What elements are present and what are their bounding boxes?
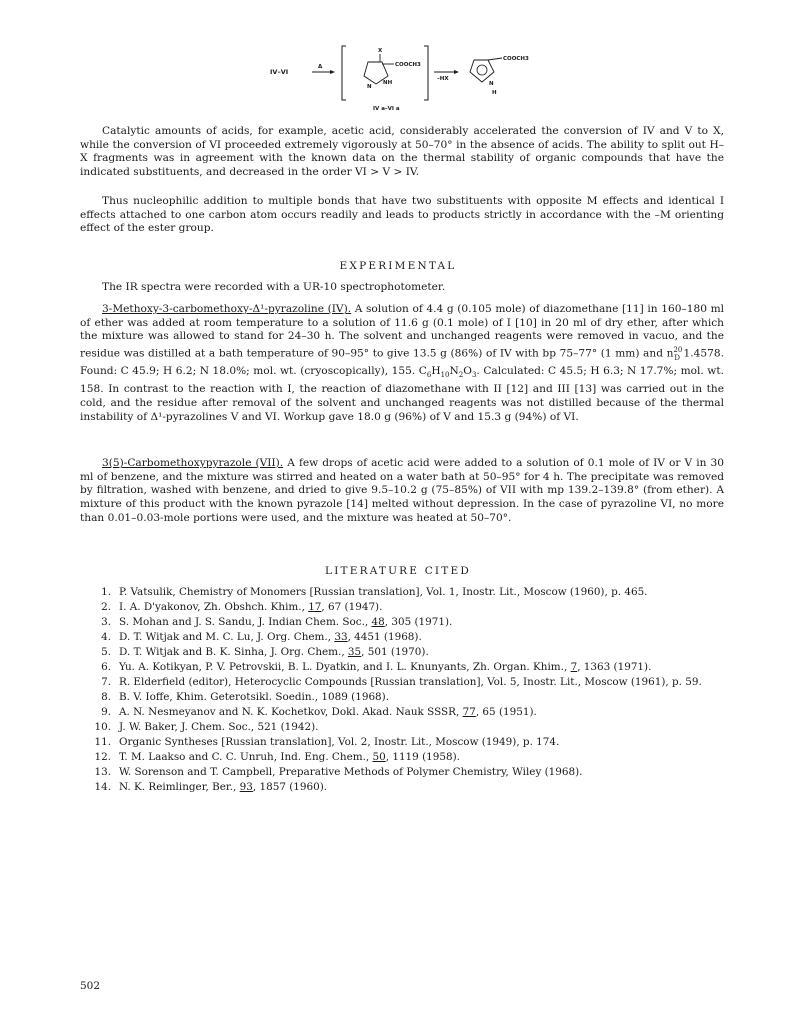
reference-pages: , 501 (1970). [361, 646, 429, 658]
reference-item [84, 781, 724, 795]
reference-number: 6. [101, 661, 111, 673]
scheme-intermediate-label: IV a–VI a [373, 106, 400, 112]
reference-text: W. Sorenson and T. Campbell, Preparative Methods of Polymer Chemistry, Wiley (1968). [119, 766, 583, 778]
reference-text: Organic Syntheses [Russian translation], Vol. 2, Inostr. Lit., Moscow (1949), p. 174. [119, 736, 560, 748]
discussion-paragraph-1 [80, 125, 724, 180]
reference-volume: 93 [239, 781, 253, 793]
reference-citation: D. T. Witjak and M. C. Lu, J. Org. Chem., [119, 631, 335, 643]
scheme-product-n: N [489, 81, 494, 87]
paragraph-text: The IR spectra were recorded with a UR-10 spectrophotometer. [102, 281, 446, 293]
reference-volume: 17 [308, 601, 322, 613]
scheme-bracket-right [424, 46, 428, 100]
reference-number: 4. [101, 631, 111, 643]
page-number: 502 [80, 980, 101, 992]
discussion-paragraph-2 [80, 195, 724, 236]
reference-number: 5. [101, 646, 111, 658]
reference-pages: , 1857 (1960). [252, 781, 328, 793]
literature-heading: LITERATURE CITED [325, 565, 471, 577]
paragraph-text: Thus nucleophilic addition to multiple bonds that have two substituents with opposite M effects and identical I effects attached to one carbon atom occurs readily and leads to products strictly in accordance with the –M orienting effect of the ester group. [80, 195, 724, 235]
reference-item [84, 616, 724, 630]
reference-citation: A. N. Nesmeyanov and N. K. Kochetkov, Dokl. Akad. Nauk SSSR, [119, 706, 463, 718]
compound-iv-text-2: 1.4578. Found: C 45.9; H 6.2; N 18.0%; mol. wt. (cryoscopically), 155. C [80, 347, 724, 378]
reference-item [84, 751, 724, 765]
paragraph-text [80, 457, 724, 526]
compound-vii-paragraph [80, 457, 724, 526]
reference-list [84, 586, 724, 796]
reference-citation: D. T. Witjak and B. K. Sinha, J. Org. Chem., [119, 646, 348, 658]
reference-number: 11. [94, 736, 111, 748]
reference-volume: 33 [334, 631, 348, 643]
scheme-nh-label: NH [383, 80, 393, 86]
reference-text [119, 616, 724, 630]
compound-iv-text-3: . Calculated: C 45.5; H 6.3; N 17.7%; mol. wt. 158. In contrast to the reaction with I, the reaction of diazomethane with II [12] and III [13] was carried out in the cold, and the residue after removal of the solvent and unchanged reagents was not distilled because of the thermal instability of Δ¹-pyrazolines V and VI. Workup gave 18.0 g (96%) of V and 15.3 g (94%) of VI. [80, 365, 724, 423]
formula-sub: 3 [471, 371, 477, 380]
reference-citation: I. A. D'yakonov, Zh. Obshch. Khim., [119, 601, 309, 613]
compound-vii-text: A few drops of acetic acid were added to a solution of 0.1 mole of IV or V in 30 ml of benzene, and the mixture was stirred and heated on a water bath at 50–95° for 4 h. The precipitate was removed by filtration, washed with benzene, and dried to give 9.5–10.2 g (75–85%) of VII with mp 139.2–139.8° (from ether). A mixture of this product with the known pyrazole [14] melted without depression. In the case of pyrazoline VI, no more than 0.01–0.03-mole portions were used, and the mixture was heated at 50–70°. [80, 457, 724, 524]
formula-element: N [449, 365, 459, 378]
reference-pages: , 1119 (1958). [385, 751, 460, 763]
reference-text: P. Vatsulik, Chemistry of Monomers [Russian translation], Vol. 1, Inostr. Lit., Moscow (1960), p. 465. [119, 586, 648, 598]
reference-item [84, 721, 724, 735]
reference-number: 8. [101, 691, 111, 703]
scheme-bracket-left [342, 46, 346, 100]
reference-citation: Yu. A. Kotikyan, P. V. Petrovskii, B. L. Dyatkin, and I. L. Knunyants, Zh. Organ. Khim., [119, 661, 571, 673]
scheme-start-label: IV–VI [270, 68, 289, 76]
reference-volume: 77 [462, 706, 476, 718]
reference-number: 13. [94, 766, 111, 778]
reference-item [84, 691, 724, 705]
scheme-bond-ester2 [488, 58, 502, 60]
reference-pages: , 1363 (1971). [577, 661, 652, 673]
reaction-scheme [270, 38, 570, 118]
reference-number: 10. [94, 721, 111, 733]
compound-iv-paragraph [80, 303, 724, 424]
scheme-product-h: H [492, 90, 497, 96]
reference-text [119, 706, 724, 720]
reference-item [84, 601, 724, 615]
reference-text [119, 751, 724, 765]
reference-number: 9. [101, 706, 111, 718]
scheme-cooch3-2: COOCH3 [503, 56, 529, 62]
compound-vii-title: 3(5)-Carbomethoxypyrazole (VII). [102, 457, 284, 469]
reference-number: 1. [101, 586, 111, 598]
reference-volume: 35 [347, 646, 362, 658]
reaction-scheme-drawing [270, 38, 570, 118]
reference-text [119, 601, 724, 615]
reference-item [84, 631, 724, 645]
reference-volume: 50 [372, 751, 386, 763]
reference-text [119, 631, 724, 645]
reference-citation: T. M. Laakso and C. C. Unruh, Ind. Eng. Chem., [119, 751, 373, 763]
scheme-arrow2-head [454, 70, 459, 74]
reference-volume: 48 [371, 616, 385, 628]
reference-text [119, 781, 724, 795]
reference-citation: N. K. Reimlinger, Ber., [119, 781, 240, 793]
reference-number: 2. [101, 601, 111, 613]
scheme-ring-product [470, 60, 494, 82]
scheme-arrow1-label: Δ [318, 64, 323, 70]
reference-number: 7. [101, 676, 111, 688]
compound-iv-text: A solution of 4.4 g (0.105 mole) of diazomethane [11] in 160–180 ml of ether was added at room temperature to a solution of 11.6 g (0.1 mole) of I [10] in 20 ml of dry ether, after which the mixture was allowed to stand for 24–30 h. The solvent and unchanged reagents were removed in vacuo, and the residue was distilled at a bath temperature of 90–95° to give 13.5 g (86%) of IV with bp 75–77° (1 mm) and n [80, 303, 725, 360]
reference-item [84, 706, 724, 720]
reference-item [84, 661, 724, 675]
reference-pages: , 65 (1951). [475, 706, 537, 718]
formula-sub: 10 [440, 371, 450, 380]
reference-item [84, 676, 724, 690]
reference-pages: , 67 (1947). [321, 601, 383, 613]
paragraph-text [80, 303, 724, 424]
scheme-arrow2-label: –HX [437, 76, 449, 82]
reference-number: 3. [101, 616, 111, 628]
formula-element: O [463, 365, 472, 378]
reference-item [84, 736, 724, 750]
reference-item [84, 646, 724, 660]
reference-number: 14. [94, 781, 111, 793]
reference-text [119, 646, 724, 660]
reference-volume: 7 [570, 661, 578, 673]
paragraph-text: Catalytic amounts of acids, for example, acetic acid, considerably accelerated the conversion of IV and V to X, while the conversion of VI proceeded extremely vigorously at 50–70° in the absence of acids. The ability to split out H–X fragments was in agreement with the known data on the thermal stability of organic compounds that have the indicated substituents, and decreased in the order VI > V > IV. [80, 125, 724, 179]
formula-element: H [431, 365, 441, 378]
ir-paragraph [80, 281, 724, 295]
experimental-heading: EXPERIMENTAL [339, 260, 457, 272]
reference-item [84, 586, 724, 600]
reference-pages: , 305 (1971). [384, 616, 453, 628]
reference-pages: , 4451 (1968). [347, 631, 422, 643]
formula-sub: 2 [458, 371, 464, 380]
reference-text [119, 661, 724, 675]
scheme-aromatic-circle [477, 65, 487, 75]
reference-text: B. V. Ioffe, Khim. Geterotsikl. Soedin., 1089 (1968). [119, 691, 390, 703]
scheme-arrow1-head [330, 70, 335, 74]
compound-iv-title: 3-Methoxy-3-carbomethoxy-Δ¹-pyrazoline (IV). [102, 303, 352, 315]
scheme-cooch3-1: COOCH3 [395, 62, 421, 68]
reference-text: R. Elderfield (editor), Heterocyclic Compounds [Russian translation], Vol. 5, Inostr. Lit., Moscow (1961), p. 59. [119, 676, 702, 688]
refractive-index-sub: D [674, 353, 680, 362]
reference-text: J. W. Baker, J. Chem. Soc., 521 (1942). [119, 721, 319, 733]
reference-item [84, 766, 724, 780]
formula-sub: 6 [426, 371, 432, 380]
reference-citation: S. Mohan and J. S. Sandu, J. Indian Chem. Soc., [119, 616, 372, 628]
scheme-n-label: N [367, 84, 372, 90]
scheme-substituent-x: X [378, 48, 383, 54]
reference-number: 12. [94, 751, 111, 763]
refractive-index-sup: 20 [673, 346, 683, 355]
